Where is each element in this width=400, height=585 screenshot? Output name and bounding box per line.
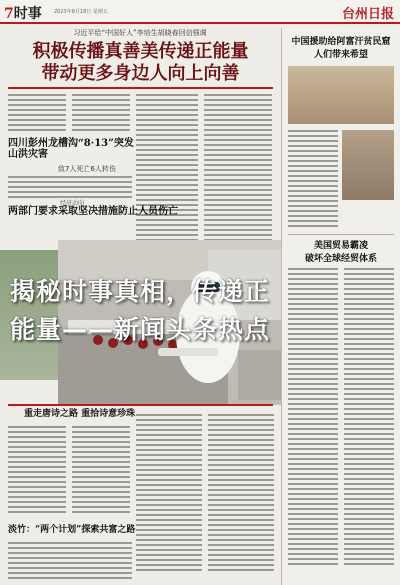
sidebar-story1-title-line2: 人们带来希望 [313, 50, 368, 60]
story5-headline: 淡竹：“两个计划”探索共富之路 [8, 525, 136, 535]
story3-kicker: 经济动向 [60, 200, 85, 207]
overlay-line-1: 揭秘时事真相，传递正 [10, 277, 271, 306]
paper-name: 台州日报 [341, 7, 394, 22]
main-kicker: 习近平给“中国好人”李培生胡晓春回信强调 [73, 29, 207, 37]
story3-headline: 两部门要求采取坚决措施防止人员伤亡 [8, 206, 178, 217]
story4-body-2 [72, 426, 130, 521]
body-column-1 [8, 94, 66, 134]
story4-body-3 [136, 414, 202, 574]
sidebar-divider [288, 234, 394, 235]
main-headline-line2: 带动更多身边人向上向善 [41, 63, 240, 84]
story4-rule [8, 404, 273, 406]
section-label: 时事 [13, 6, 42, 22]
section-badge [4, 3, 42, 23]
section-number: 7 [4, 6, 14, 22]
sidebar-photo-2 [342, 130, 394, 200]
masthead [0, 0, 400, 24]
main-headline-rule [8, 87, 273, 89]
issue-line: 2023年8月18日 星期五 [54, 9, 108, 15]
overlay-banner [0, 250, 400, 380]
story4-headline: 重走唐诗之路 重拾诗意珍珠 [24, 409, 136, 419]
main-headline-line1: 积极传播真善美传递正能量 [32, 41, 249, 62]
sidebar-story2-title-line1: 美国贸易霸凌 [313, 241, 368, 251]
story2-headline: 四川彭州龙槽沟“8·13”突发山洪灾害 [8, 138, 134, 160]
body-column-2 [72, 94, 130, 134]
story4-body-1 [8, 426, 66, 521]
story2-subhead: 致7人死亡6人转伤 [58, 165, 116, 173]
story5-body [8, 542, 132, 582]
body-column-3 [136, 94, 198, 244]
sidebar-story1-title-line1: 中国援助给阿富汗贫民窟 [291, 37, 391, 47]
body-column-4 [204, 94, 272, 244]
sidebar-story1-body [288, 130, 338, 230]
sidebar-photo-1 [288, 66, 394, 124]
story4-body-4 [208, 414, 274, 574]
sidebar-story2-title-line2: 破坏全球经贸体系 [304, 254, 377, 264]
overlay-line-2: 能量——新闻头条热点 [10, 315, 271, 344]
